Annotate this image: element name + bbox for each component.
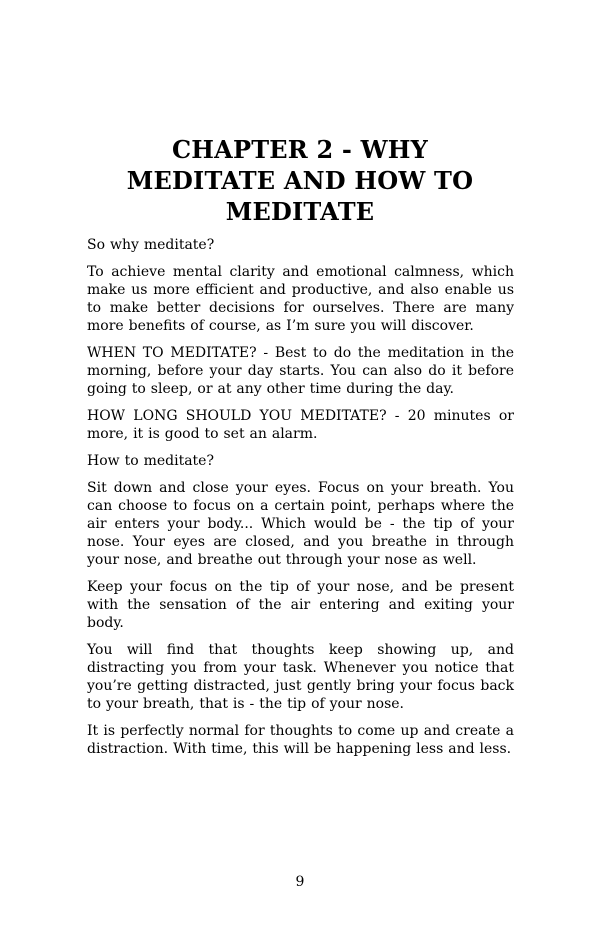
page-number: 9 — [295, 874, 305, 890]
paragraph-keep-focus: Keep your focus on the tip of your nose, and be present with the sensation of the air entering and exiting your body. — [87, 579, 514, 631]
chapter-title-line: MEDITATE — [225, 197, 375, 226]
paragraph-when-to-meditate: WHEN TO MEDITATE? - Best to do the meditation in the morning, before your day starts. You can also do it before going to sleep, or at any other time during the day. — [87, 345, 514, 397]
paragraph-how-question: How to meditate? — [87, 453, 214, 469]
paragraph-intro-question: So why meditate? — [87, 237, 215, 253]
chapter-title-line: MEDITATE AND HOW TO — [126, 166, 474, 195]
chapter-body — [87, 236, 514, 758]
paragraph-why-meditate: To achieve mental clarity and emotional calmness, which make us more efficient and productive, and also enable us to make better decisions for ourselves. There are many more benefits of course, as I’m sure you will discover. — [87, 264, 514, 334]
paragraph-how-long: HOW LONG SHOULD YOU MEDITATE? - 20 minutes or more, it is good to set an alarm. — [87, 408, 514, 442]
paragraph-instructions: Sit down and close your eyes. Focus on your breath. You can choose to focus on a certain point, perhaps where the air enters your body... Which would be - the tip of your nose. Your eyes are closed, and you breathe in through your nose, and breathe out through your nose as well. — [87, 480, 514, 568]
chapter-title-line: CHAPTER 2 - WHY — [171, 135, 429, 164]
paragraph-normal-thoughts: It is perfectly normal for thoughts to come up and create a distraction. With time, this will be happening less and less. — [87, 723, 514, 757]
chapter-title — [0, 0, 600, 227]
paragraph-thoughts-distract: You will find that thoughts keep showing up, and distracting you from your task. Whenever you notice that you’re getting distracted, just gently bring your focus back to your breath, that is - the tip of your nose. — [87, 642, 514, 712]
